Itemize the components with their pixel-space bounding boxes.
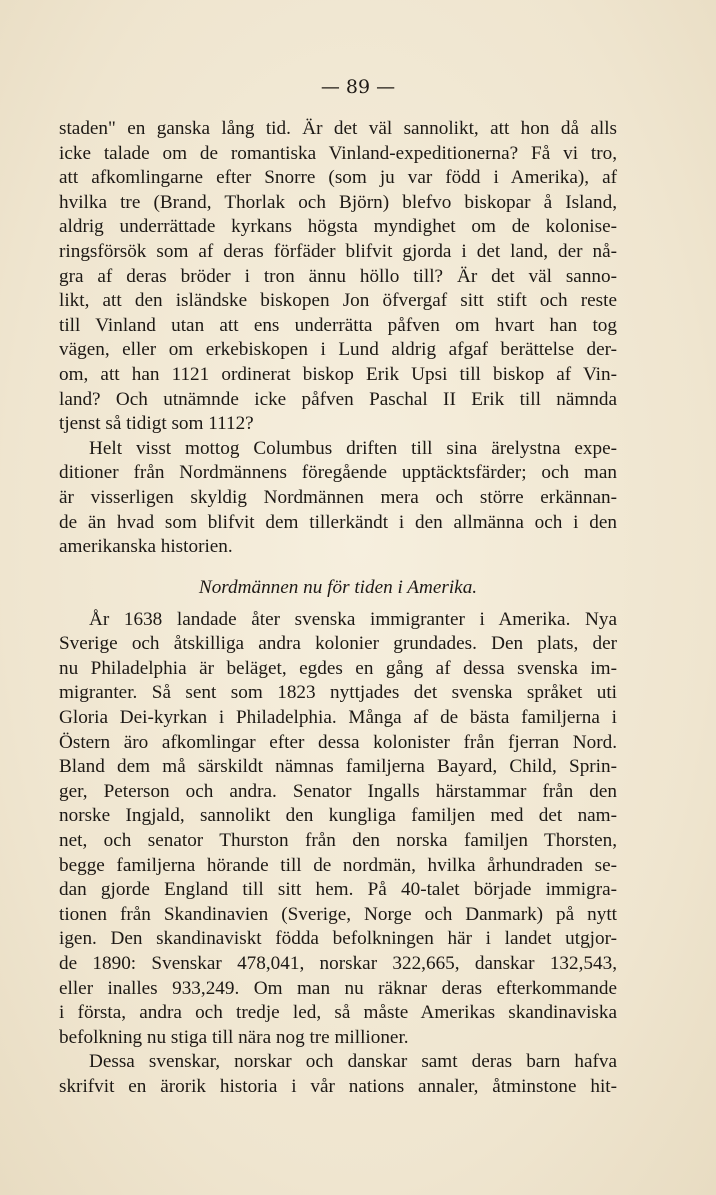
text-line: amerikanska historien.: [59, 536, 233, 558]
text-line: Dessa svenskar, norskar och danskar samt deras barn hafva: [89, 1051, 617, 1073]
text-line: eller inalles 933,249. Om man nu räknar deras efterkommande: [59, 977, 617, 999]
text-line: Bland dem må särskildt nämnas familjerna Bayard, Child, Sprin-: [59, 756, 617, 778]
text-line: norske Ingjald, sannolikt den kungliga familjen med det nam-: [59, 805, 617, 827]
paragraph-3: [59, 608, 617, 1051]
text-line: igen. Den skandinaviskt födda befolkningen här i landet utgjor-: [59, 928, 617, 950]
text-line: i första, andra och tredje led, så måste Amerikas skandinaviska: [59, 1002, 617, 1024]
text-line: Helt visst mottog Columbus driften till sina ärelystna expe-: [89, 437, 617, 459]
paragraph-4: [59, 1050, 617, 1099]
text-line: land? Och utnämnde icke påfven Paschal II Erik till nämnda: [59, 388, 617, 410]
text-line: År 1638 landade åter svenska immigranter i Amerika. Nya: [89, 608, 617, 630]
text-line: ringsförsök som af deras förfäder blifvit gjorda i det land, der nå-: [59, 240, 617, 262]
text-line: ditioner från Nordmännens föregående upptäcktsfärder; och man: [59, 462, 617, 484]
text-line: är visserligen skyldig Nordmännen mera och större erkännan-: [59, 486, 617, 508]
text-line: hvilka tre (Brand, Thorlak och Björn) blefvo biskopar å Island,: [59, 191, 617, 213]
text-line: vägen, eller om erkebiskopen i Lund aldrig afgaf berättelse der-: [59, 339, 617, 361]
text-line: begge familjerna hörande till de nordmän, hvilka århundraden se-: [59, 854, 617, 876]
text-line: till Vinland utan att ens underrätta påfven om hvart han tog: [59, 314, 617, 336]
text-line: att afkomlingarne efter Snorre (som ju var född i Amerika), af: [59, 167, 617, 189]
text-line: tionen från Skandinavien (Sverige, Norge och Danmark) på nytt: [59, 903, 617, 925]
text-line: dan gjorde England till sitt hem. På 40-talet började immigra-: [59, 879, 617, 901]
text-line: Östern äro afkomlingar efter dessa kolonister från fjerran Nord.: [59, 731, 617, 753]
text-line: icke talade om de romantiska Vinland-expeditionerna? Få vi tro,: [59, 142, 617, 164]
paragraph-1: [59, 117, 617, 437]
text-line: migranter. Så sent som 1823 nyttjades det svenska språket uti: [59, 682, 617, 704]
text-line: skrifvit en ärorik historia i vår nations annaler, åtminstone hit-: [59, 1075, 617, 1097]
text-line: gra af deras bröder i tron ännu höllo till? Är det väl sanno-: [59, 265, 617, 287]
text-line: staden" en ganska lång tid. Är det väl sannolikt, att hon då alls: [59, 118, 617, 139]
text-line: Gloria Dei-kyrkan i Philadelphia. Många af de bästa familjerna i: [59, 707, 617, 729]
text-line: de än hvad som blifvit dem tillerkändt i den allmänna och i den: [59, 511, 617, 533]
text-line: om, att han 1121 ordinerat biskop Erik Upsi till biskop af Vin-: [59, 363, 617, 385]
text-line: Sverige och åtskilliga andra kolonier grundades. Den plats, der: [59, 633, 617, 655]
paragraph-2: [59, 437, 617, 560]
text-line: befolkning nu stiga till nära nog tre millioner.: [59, 1026, 409, 1048]
text-line: aldrig underrättade kyrkans högsta myndighet om de kolonise-: [59, 216, 617, 238]
text-line: likt, att den isländske biskopen Jon öfvergaf sitt stift och reste: [59, 290, 617, 312]
text-line: net, och senator Thurston från den norska familjen Thorsten,: [59, 830, 617, 852]
text-line: nu Philadelphia är beläget, egdes en gång af dessa svenska im-: [59, 657, 617, 679]
text-line: de 1890: Svenskar 478,041, norskar 322,665, danskar 132,543,: [59, 953, 617, 974]
text-line: tjenst så tidigt som 1112?: [59, 413, 254, 435]
body-text: [59, 117, 617, 1100]
text-line: ger, Peterson och andra. Senator Ingalls härstammar från den: [59, 780, 617, 802]
section-heading: Nordmännen nu för tiden i Amerika.: [198, 576, 478, 598]
page-number: — 89 —: [320, 76, 396, 98]
